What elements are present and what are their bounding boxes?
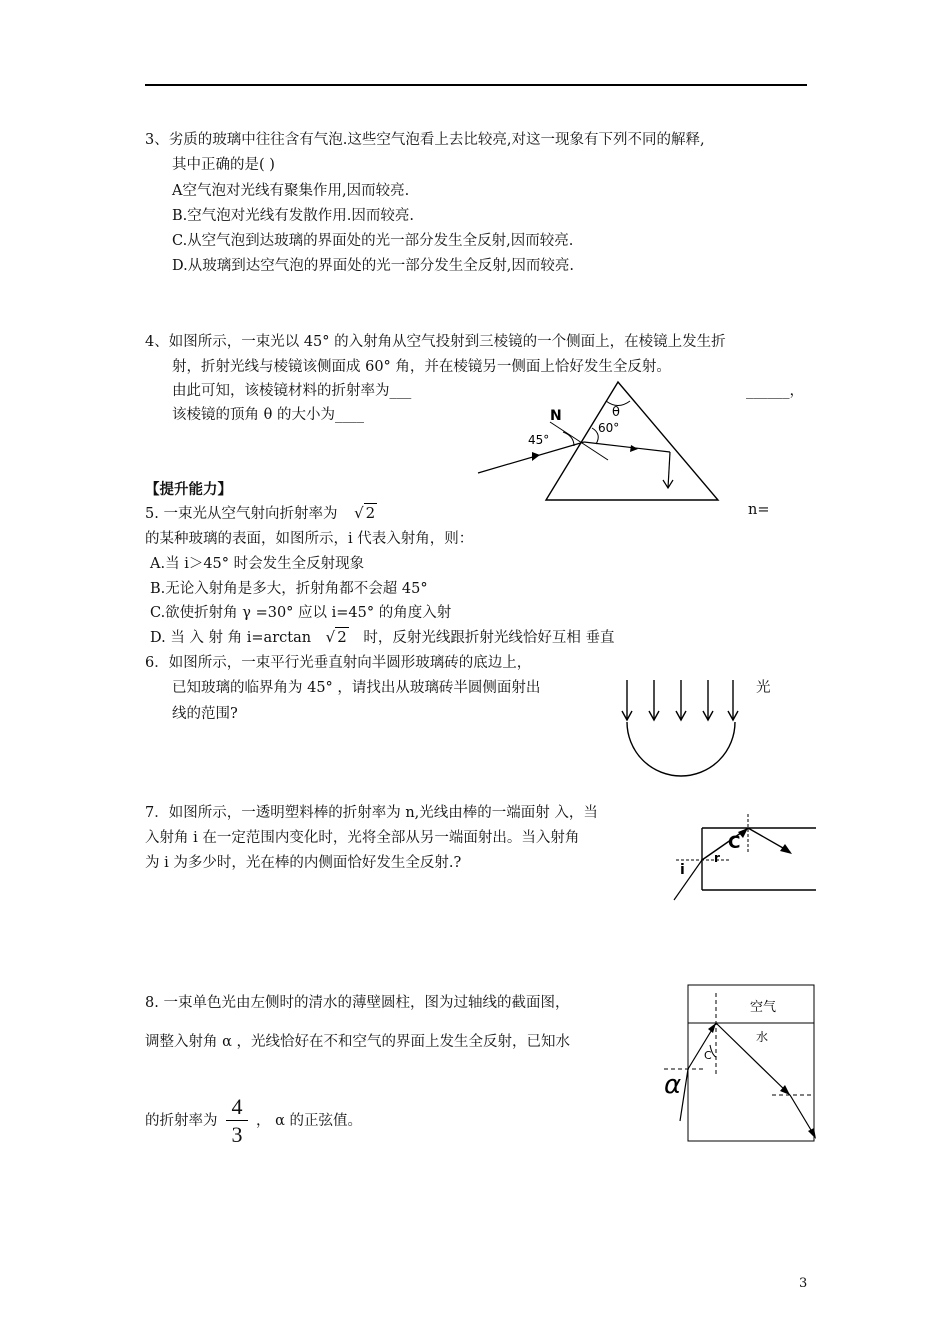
q5-option-b: B.无论入射角是多大，折射角都不会超 45° xyxy=(150,581,428,597)
q5-n-eq: n= xyxy=(748,502,770,518)
q5-option-d-tail: 时，反射光线跟折射光线恰好互相 垂直 xyxy=(363,630,615,646)
exit-ray xyxy=(790,1095,814,1135)
q4-line3-blank: ______， xyxy=(746,383,804,399)
angle-i-label: i xyxy=(680,862,685,878)
exit-arrow xyxy=(808,1128,816,1139)
q6-line1: 6．如图所示，一束平行光垂直射向半圆形玻璃砖的底边上， xyxy=(145,655,532,671)
alpha-label: α xyxy=(664,1070,682,1100)
q3-option-a: A空气泡对光线有聚集作用,因而较亮. xyxy=(172,183,410,199)
q5-option-d-sqrt: √ 2 xyxy=(325,628,347,646)
angle-45-label: 45° xyxy=(528,433,550,447)
q3-line1: 3、劣质的玻璃中往往含有气泡.这些空气泡看上去比较亮,对这一现象有下列不同的解释, xyxy=(145,132,705,148)
q7-line3: 为 i 为多少时，光在棒的内侧面恰好发生全反射.? xyxy=(145,855,462,871)
q4-prism-figure xyxy=(470,380,730,505)
q8-line3-start: 的折射率为 xyxy=(145,1113,218,1129)
refracted-ray xyxy=(584,442,670,452)
angle-r-label: r xyxy=(714,851,720,865)
q5-line1-text: 5. 一束光从空气射向折射率为 xyxy=(145,506,338,522)
q3-line2: 其中正确的是( ) xyxy=(172,157,275,173)
q5-option-d-text: D. 当 入 射 角 i=arctan xyxy=(150,630,312,646)
page-number: 3 xyxy=(799,1276,808,1291)
q7-line2: 入射角 i 在一定范围内变化时，光将全部从另一端面射出。当入射角 xyxy=(145,830,580,846)
reflected-ray xyxy=(716,1023,790,1095)
q4-line1: 4、如图所示，一束光以 45° 的入射角从空气投射到三棱镜的一个侧面上，在棱镜上发生折 xyxy=(145,334,726,350)
water-label: 水 xyxy=(756,1030,769,1044)
q6-semicircle-figure xyxy=(615,680,740,780)
angle-c-label: C xyxy=(728,833,741,853)
air-label: 空气 xyxy=(750,1000,777,1015)
q8-cylinder-figure xyxy=(660,985,820,1140)
q6-line2: 已知玻璃的临界角为 45° ，请找出从玻璃砖半圆侧面射出 xyxy=(172,680,541,696)
q3-option-c: C.从空气泡到达玻璃的界面处的光一部分发生全反射,因而较亮. xyxy=(172,233,574,249)
incident-ray xyxy=(674,860,702,900)
q5-option-d xyxy=(150,626,615,647)
angle-60-label: 60° xyxy=(598,421,620,435)
q8-line3-end: ， α 的正弦值。 xyxy=(256,1113,363,1129)
reflected-arrow xyxy=(780,844,792,854)
prism-triangle xyxy=(546,382,718,500)
header-rule xyxy=(145,84,807,86)
q8-line1: 8. 一束单色光由左侧时的清水的薄壁圆柱，图为过轴线的截面图， xyxy=(145,995,570,1011)
refracted-arrow xyxy=(708,1023,716,1033)
angle-c-label: C xyxy=(704,1049,712,1062)
parallel-rays xyxy=(622,680,738,720)
q8-fraction xyxy=(226,1094,248,1149)
q7-line1: 7．如图所示，一透明塑料棒的折射率为 n,光线由棒的一端面射 入，当 xyxy=(145,805,598,821)
q5-option-c: C.欲使折射角 γ =30° 应以 i=45° 的角度入射 xyxy=(150,605,452,621)
q6-line3: 线的范围? xyxy=(172,706,238,722)
semicircle xyxy=(627,722,735,776)
section-title: 【提升能力】 xyxy=(145,482,232,498)
q4-line4: 该棱镜的顶角 θ 的大小为____ xyxy=(172,407,364,423)
q5-line2: 的某种玻璃的表面，如图所示，i 代表入射角，则： xyxy=(145,531,474,547)
refracted-arrow xyxy=(630,445,638,452)
q3-option-d: D.从玻璃到达空气泡的界面处的光一部分发生全反射,因而较亮. xyxy=(172,258,574,274)
incident-ray xyxy=(680,1069,688,1121)
q7-rod-figure xyxy=(670,812,820,904)
q8-line2: 调整入射角 α ，光线恰好在不和空气的界面上发生全反射，已知水 xyxy=(145,1034,571,1050)
q5-sqrt: √ 2 xyxy=(354,504,376,522)
incident-arrow xyxy=(532,452,540,461)
q8-fraction-numerator: 4 xyxy=(226,1094,248,1121)
q3-option-b: B.空气泡对光线有发散作用.因而较亮. xyxy=(172,208,414,224)
q4-line2: 射，折射光线与棱镜该侧面成 60° 角，并在棱镜另一侧面上恰好发生全反射。 xyxy=(172,359,671,375)
theta-label: θ xyxy=(612,405,620,420)
normal-label: N xyxy=(550,408,562,424)
q8-fraction-denominator: 3 xyxy=(231,1122,243,1147)
reflected-ray xyxy=(668,452,670,488)
q6-line2-end: 光 xyxy=(756,680,771,696)
q4-line3: 由此可知，该棱镜材料的折射率为___ xyxy=(172,383,412,399)
q5-line1 xyxy=(145,502,377,523)
q5-option-a: A.当 i＞45° 时会发生全反射现象 xyxy=(150,556,365,572)
